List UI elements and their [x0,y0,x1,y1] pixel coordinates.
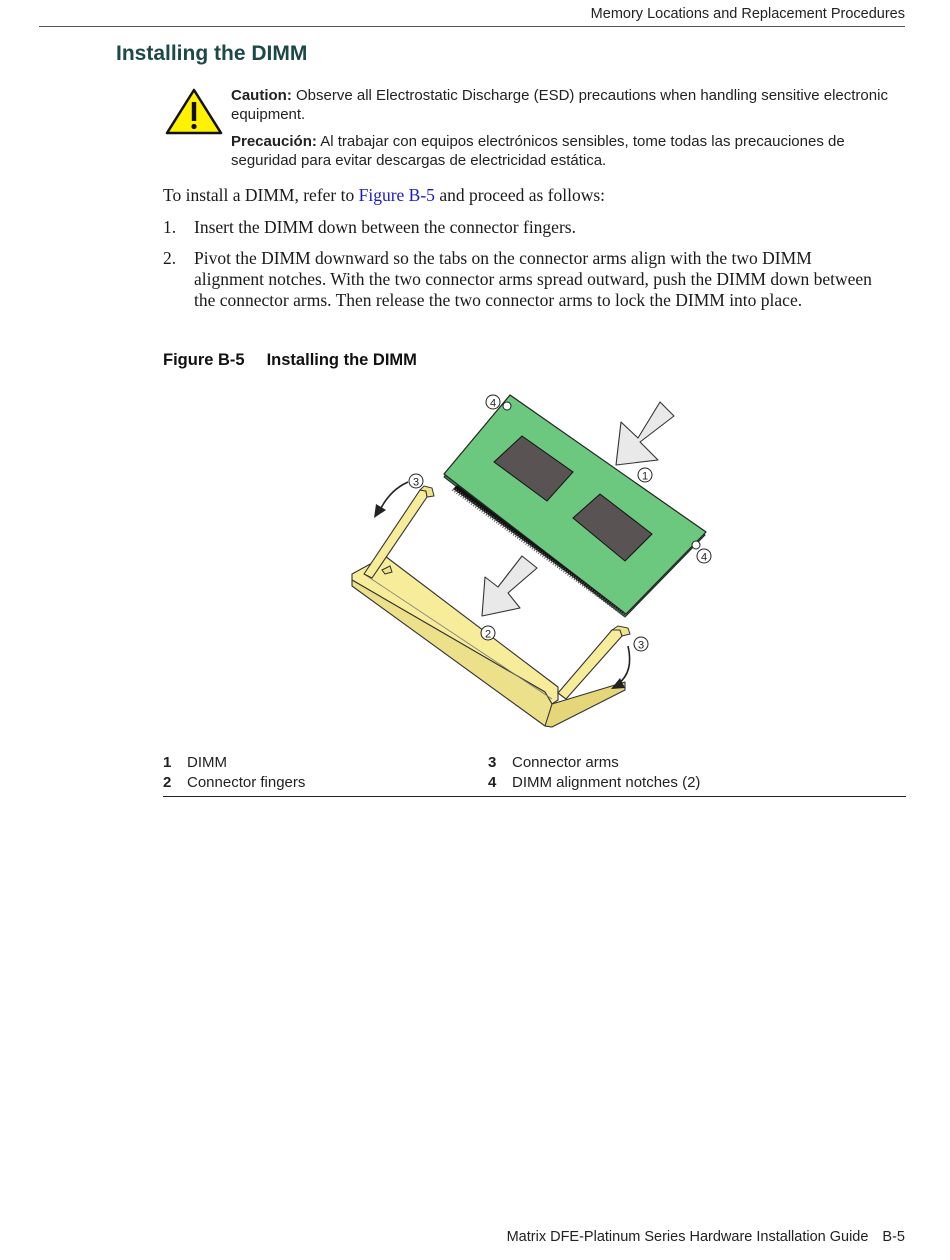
intro-after: and proceed as follows: [434,185,606,205]
legend-label: Connector fingers [187,774,306,791]
page-header [39,0,905,27]
legend-label: Connector arms [512,754,619,771]
connector-arm-left [364,486,434,578]
page-number: B-5 [882,1229,905,1245]
callout-3-label: 3 [412,476,420,489]
figure-title: Installing the DIMM [266,351,417,369]
intro-paragraph [163,185,605,206]
step-text: Pivot the DIMM downward so the tabs on the connector arms align with the two DIMM alignment notches. With the two connector arms spread outward, push the DIMM down between the connector arms. Then release the two connector arms to lock the DIMM into place. [194,248,872,310]
caution-label: Caution: [231,87,292,104]
callout-4-label: 4 [700,551,708,564]
figure-legend [163,754,906,797]
caution-text: Observe all Electrostatic Discharge (ESD) precautions when handling sensitive electronic equipment. [231,87,888,123]
figure-caption [163,351,417,370]
step-number: 1. [163,217,177,237]
running-title: Memory Locations and Replacement Procedures [590,6,905,22]
precaucion-text: Al trabajar con equipos electrónicos sensibles, tome todas las precauciones de seguridad para evitar descargas de electricidad estática. [231,133,845,169]
legend-number: 3 [488,754,497,771]
callout-2-label: 2 [484,628,492,641]
callout-1 [638,468,652,483]
caution-note-es [231,132,911,170]
footer-guide-title: Matrix DFE-Platinum Series Hardware Installation Guide [506,1229,869,1245]
figure-number: Figure B-5 [163,351,245,369]
callout-4-top [486,395,500,410]
legend-number: 2 [163,774,172,791]
dimm-module [444,395,706,617]
callout-3-label: 3 [637,639,645,652]
callout-4-right [697,549,711,564]
callout-2 [481,626,495,641]
intro-before: To install a DIMM, refer to [163,185,359,205]
legend-number: 4 [488,774,497,791]
step-text: Insert the DIMM down between the connector fingers. [194,217,576,237]
legend-label: DIMM alignment notches (2) [512,774,701,791]
precaucion-label: Precaución: [231,133,317,150]
legend-label: DIMM [187,754,227,771]
callout-1-label: 1 [641,470,649,483]
figure-link[interactable]: Figure B-5 [358,185,435,205]
section-title: Installing the DIMM [116,42,308,65]
warning-triangle-icon [165,88,223,136]
callout-4-label: 4 [489,397,497,410]
page-footer [507,1229,905,1245]
dimm-installation-figure [340,390,720,735]
step-number: 2. [163,248,177,268]
callout-3-right [634,637,648,652]
caution-note-en [231,86,911,124]
callout-3-left [409,474,423,489]
legend-number: 1 [163,754,172,771]
